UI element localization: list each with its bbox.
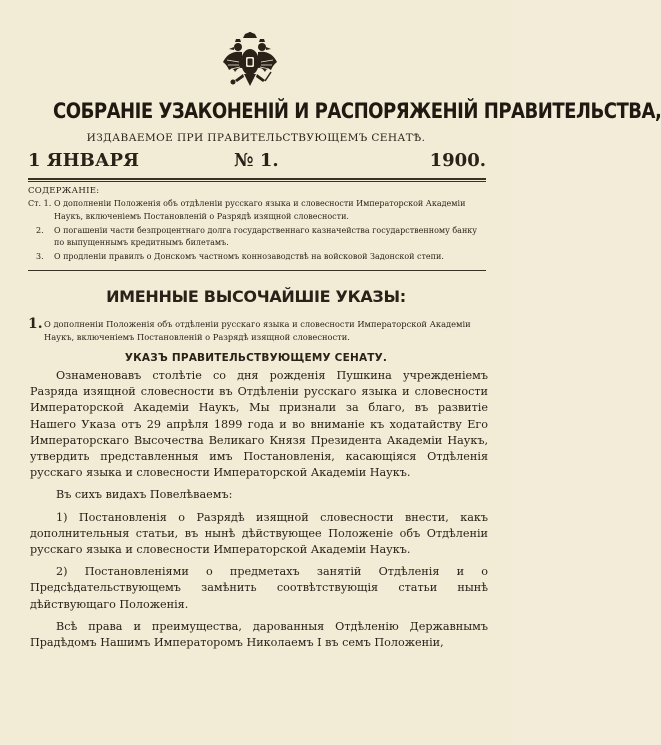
body-paragraph: 2) Постановленіями о предметахъ занятій Отдѣленія и о Предсѣдательствующемъ замѣнить соотвѣтствующія статьи нынѣ дѣйствующаго Положенія. <box>30 565 488 611</box>
contents-heading: СОДЕРЖАНІЕ: <box>28 186 100 196</box>
decree-body <box>30 368 488 657</box>
double-headed-eagle-emblem <box>221 32 279 92</box>
contents-list <box>28 198 488 265</box>
body-paragraph: 1) Постановленія о Разрядѣ изящной словесности внести, какъ дополнительныя статьи, въ нынѣ дѣйствующее Положеніе объ Отдѣленіи русскаго языка и словесности Императорской Академіи Наукъ. <box>30 510 488 557</box>
divider <box>28 181 486 182</box>
issue-date: 1 ЯНВАРЯ <box>28 150 139 171</box>
body-paragraph: Ознаменовавъ столѣтіе со дня рожденія Пушкина учрежденіемъ Разряда изящной словесности въ Отдѣленіи русскаго языка и словесности Императорской Академіи Наукъ, Мы признали за благо, въ развитіе Нашего Указа отъ 29 апрѣля 1899 года и во вниманіе къ ходатайству Его Императорскаго Высочества Великаго Князя Президента Академіи Наукъ, утвердить представленныя имъ Постановленія, касающіяся Отдѣленія русскаго языка и словесности Императорской Академіи Наукъ. <box>30 369 488 480</box>
contents-item-text: О продленіи правилъ о Донскомъ частномъ коннозаводствѣ на войсковой Задонской степи. <box>54 252 444 262</box>
masthead-subtitle: ИЗДАВАЕМОЕ ПРИ ПРАВИТЕЛЬСТВУЮЩЕМЪ СЕНАТѢ. <box>86 132 426 144</box>
contents-item <box>28 225 488 251</box>
contents-item-number: 3. <box>36 252 44 262</box>
contents-item <box>28 198 488 224</box>
divider <box>28 270 486 271</box>
ukaz-heading: УКАЗЪ ПРАВИТЕЛЬСТВУЮЩЕМУ СЕНАТУ. <box>124 352 388 364</box>
contents-item <box>28 251 488 264</box>
body-paragraph: Въ сихъ видахъ Повелѣваемъ: <box>56 488 233 502</box>
masthead-title: СОБРАНІЕ УЗАКОНЕНІЙ И РАСПОРЯЖЕНІЙ ПРАВИТЕЛЬСТВА, <box>53 99 661 123</box>
contents-item-number: Ст. 1. <box>28 199 52 208</box>
contents-item-text: О погашеніи части безпроцентнаго долга государственнаго казначейства государственному банку по выпущеннымъ кредитнымъ билетамъ. <box>54 225 477 248</box>
issue-year: 1900. <box>429 150 486 171</box>
decree-number: 1. <box>28 316 43 332</box>
decree-title: О дополненіи Положенія объ отдѣленіи русскаго языка и словесности Императорской Академіи Наукъ, включеніемъ Постановленій о Разрядѣ изящной словесности. <box>44 319 471 342</box>
dateline <box>28 150 486 176</box>
contents-item-text: О дополненіи Положенія объ отдѣленіи русскаго языка и словесности Императорской Академіи Наукъ, включеніемъ Постановленій о Разрядѣ изящной словесности. <box>54 199 466 221</box>
divider <box>28 178 486 180</box>
section-title: ИМЕННЫЕ ВЫСОЧАЙШІЕ УКАЗЫ: <box>106 287 406 306</box>
issue-number: № 1. <box>234 150 279 171</box>
body-paragraph: Всѣ права и преимущества, дарованныя Отдѣленію Державнымъ Прадѣдомъ Нашимъ Императоромъ Николаемъ I въ семъ Положеніи, <box>30 619 488 650</box>
contents-item-number: 2. <box>36 225 44 235</box>
